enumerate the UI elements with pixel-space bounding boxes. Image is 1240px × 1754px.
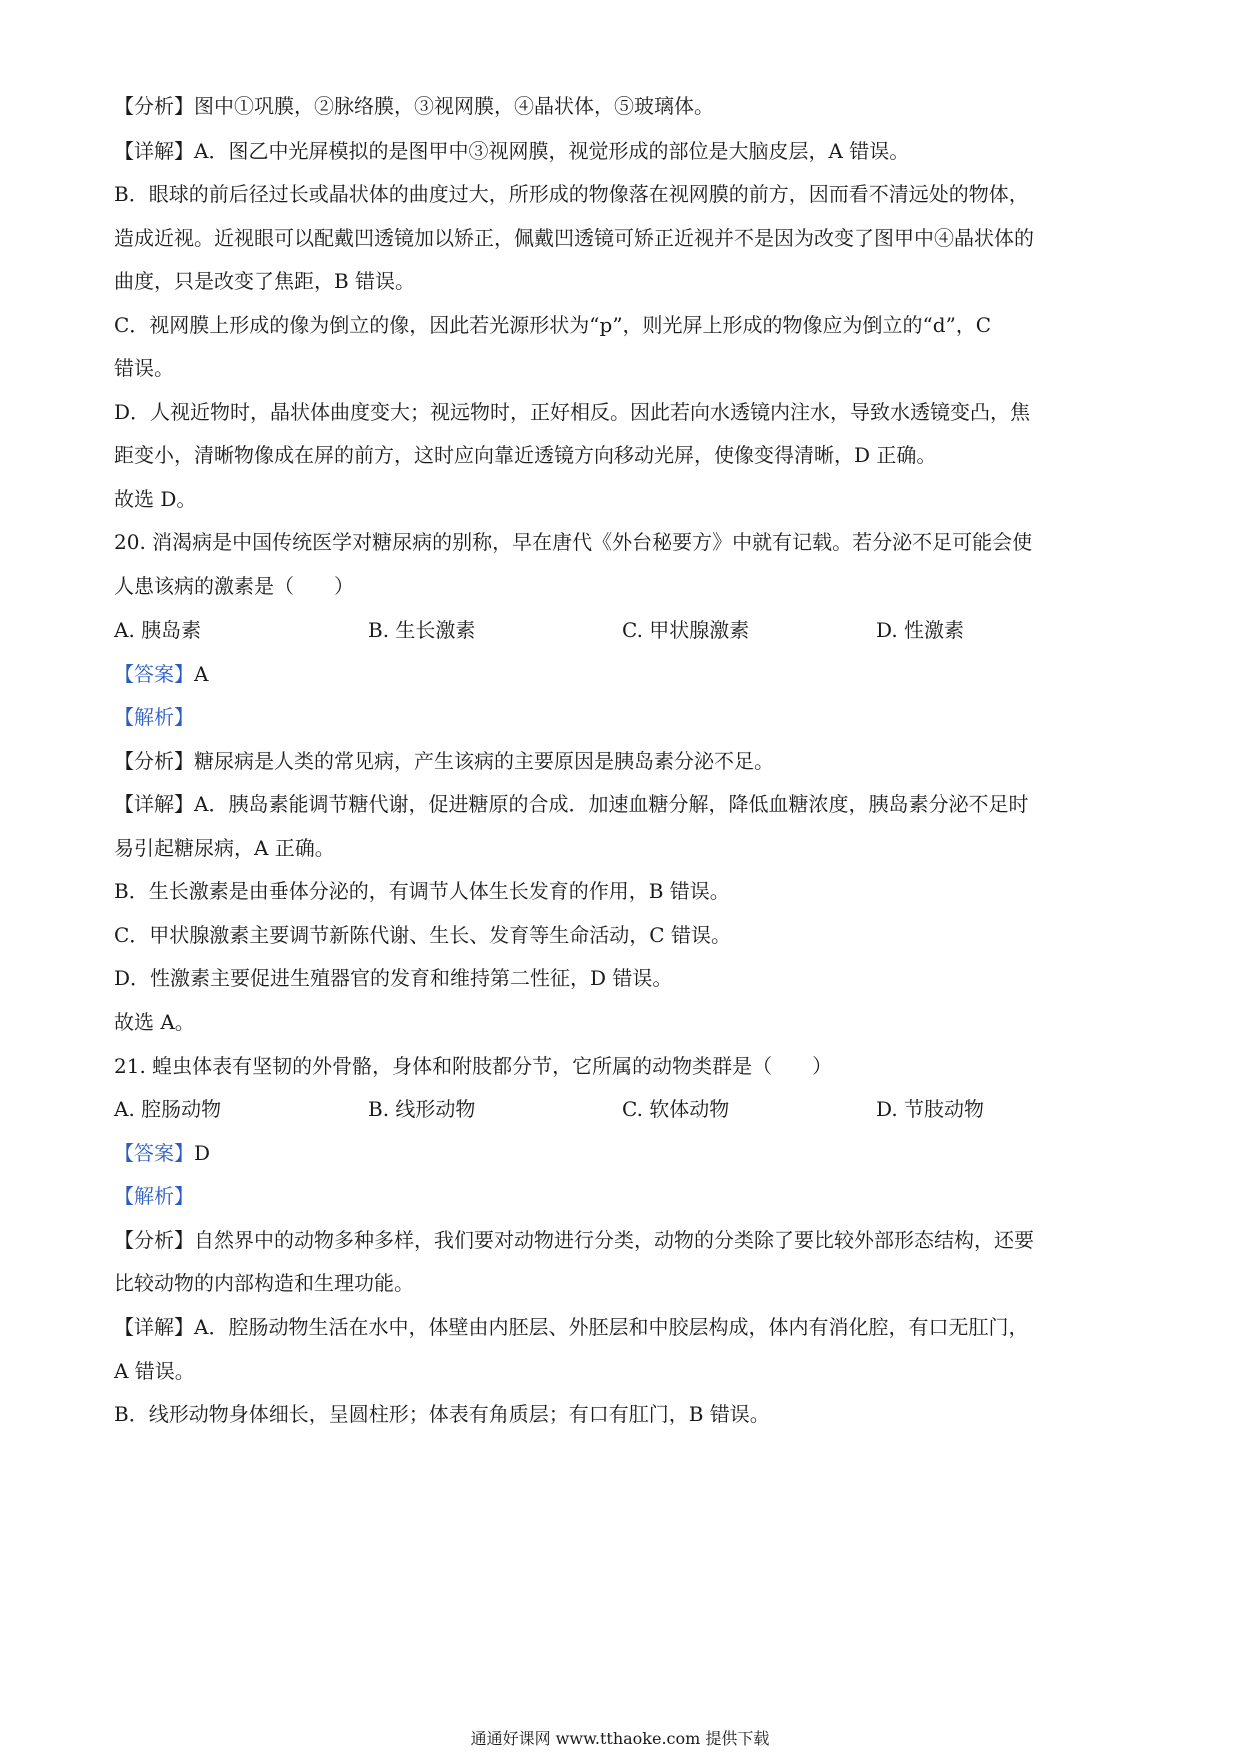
answer-value: D [194,1141,211,1165]
text-line: 造成近视。近视眼可以配戴凹透镜加以矫正，佩戴凹透镜可矫正近视并不是因为改变了图甲中④晶状体的 [114,226,1034,250]
answer-label: 【答案】 [114,1141,194,1165]
text-line: 【详解】A．腔肠动物生活在水中，体壁由内胚层、外胚层和中胶层构成，体内有消化腔，有口无肛门， [114,1315,1029,1339]
text-line: 距变小，清晰物像成在屏的前方，这时应向靠近透镜方向移动光屏，使像变得清晰，D 正确。 [114,443,937,467]
text-line: 故选 D。 [114,487,197,511]
text-line: 易引起糖尿病，A 正确。 [114,836,335,860]
text-line: 【分析】图中①巩膜，②脉络膜，③视网膜，④晶状体，⑤玻璃体。 [114,94,714,118]
question-21-answer [114,1139,1130,1167]
option-b: B. 线形动物 [368,1097,476,1121]
text-line: 【详解】A．图乙中光屏模拟的是图甲中③视网膜，视觉形成的部位是大脑皮层，A 错误。 [114,139,910,163]
jiexi-label: 【解析】 [114,1184,194,1208]
text-line: C．甲状腺激素主要调节新陈代谢、生长、发育等生命活动，C 错误。 [114,923,731,947]
text-line: B．线形动物身体细长，呈圆柱形；体表有角质层；有口有肛门，B 错误。 [114,1402,770,1426]
text-line: 曲度，只是改变了焦距，B 错误。 [114,269,416,293]
text-line: 【分析】自然界中的动物多种多样，我们要对动物进行分类，动物的分类除了要比较外部形态结构，还要 [114,1228,1034,1252]
option-c: C. 甲状腺激素 [622,618,750,642]
text-line: D．人视近物时，晶状体曲度变大；视远物时，正好相反。因此若向水透镜内注水，导致水透镜变凸，焦 [114,400,1031,424]
question-20-answer [114,660,1130,688]
answer-label: 【答案】 [114,662,194,686]
question-21-stem: 21. 蝗虫体表有坚韧的外骨骼，身体和附肢都分节，它所属的动物类群是（ ） [114,1054,833,1078]
text-line: D．性激素主要促进生殖器官的发育和维持第二性征，D 错误。 [114,966,673,990]
option-b: B. 生长激素 [368,618,476,642]
text-line: 比较动物的内部构造和生理功能。 [114,1271,414,1295]
option-d: D. 节肢动物 [876,1097,985,1121]
text-line: 故选 A。 [114,1010,195,1034]
text-line: 【分析】糖尿病是人类的常见病，产生该病的主要原因是胰岛素分泌不足。 [114,749,774,773]
question-21-options [114,1095,1130,1123]
text-line: B．眼球的前后径过长或晶状体的曲度过大，所形成的物像落在视网膜的前方，因而看不清远处的物体， [114,182,1029,206]
option-c: C. 软体动物 [622,1097,730,1121]
text-line: A 错误。 [114,1359,195,1383]
question-20-stem: 人患该病的激素是（ ） [114,574,354,598]
option-a: A. 腔肠动物 [114,1097,222,1121]
question-20-options [114,616,1130,644]
answer-value: A [194,662,209,686]
text-line: 错误。 [114,356,174,380]
text-line: C．视网膜上形成的像为倒立的像，因此若光源形状为“p”，则光屏上形成的物像应为倒立的“d”，C [114,313,992,337]
option-d: D. 性激素 [876,618,965,642]
text-line: B．生长激素是由垂体分泌的，有调节人体生长发育的作用，B 错误。 [114,879,730,903]
option-a: A. 胰岛素 [114,618,202,642]
page-footer: 通通好课网 www.tthaoke.com 提供下载 [470,1729,770,1748]
question-20-stem: 20. 消渴病是中国传统医学对糖尿病的别称，早在唐代《外台秘要方》中就有记载。若分泌不足可能会使 [114,530,1033,554]
jiexi-label: 【解析】 [114,705,194,729]
text-line: 【详解】A．胰岛素能调节糖代谢，促进糖原的合成．加速血糖分解，降低血糖浓度，胰岛素分泌不足时 [114,792,1029,816]
